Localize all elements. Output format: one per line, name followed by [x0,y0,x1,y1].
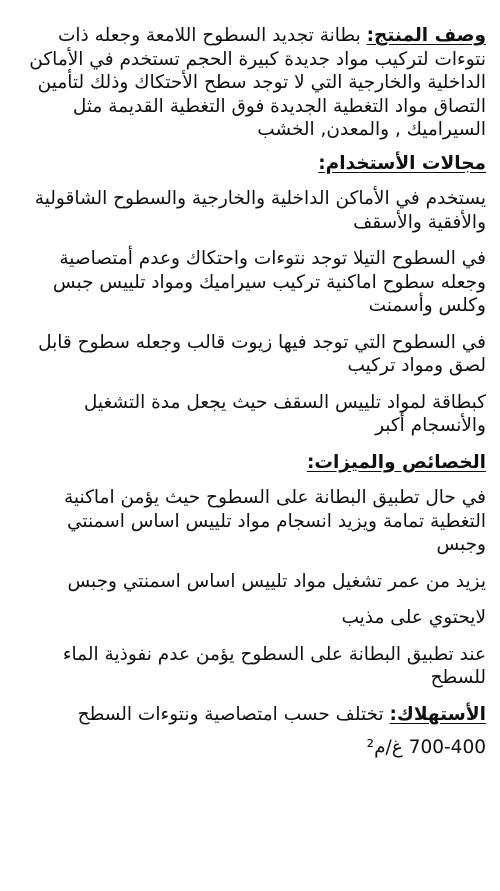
uses-item-1: يستخدم في الأماكن الداخلية والخارجية والسطوح الشاقولية والأفقية والأسقف [34,188,486,233]
features-item-2: يزيد من عمر تشغيل مواد تلييس اساس اسمنتي وجبس [67,570,486,592]
features-item-4: عند تطبيق البطانة على السطوح يؤمن عدم نفوذية الماء للسطح [62,643,486,688]
consumption-text: تختلف حسب امتصاصية ونتوءات السطح [77,703,390,725]
description-label: وصف المنتج: [366,25,486,46]
consumption-label: الأستهلاك: [389,703,486,725]
features-item-1: في حال تطبيق البطانة على السطوح حيث يؤمن اماكنية التغطية تمامة ويزيد انسجام مواد تلييس اساس اسمنتي وجبس [64,487,486,555]
features-heading: الخصائص والميزات: [306,451,486,473]
uses-item-3: في السطوح التي توجد فيها زيوت قالب وجعله سطوح قابل لصق ومواد تركيب [38,331,486,376]
product-description [18,24,486,142]
uses-item-4: كبطاقة لمواد تلييس السقف حيث يجعل مدة التشغيل والأنسجام أكبر [83,391,486,436]
consumption-value: 700-400 غ/م² [366,737,486,758]
consumption [18,703,486,727]
description-text: بطانة تجديد السطوح اللامعة وجعله ذات نتوءات لتركيب مواد جديدة كبيرة الحجم تستخدم في الأماكن الداخلية والخارجية التي لا توجد سطح الأحتكاك وذلك لتأمين التصاق مواد التغطية الجديدة فوق التغطية القديمة مثل السيراميك , والمعدن, الخشب [29,25,486,140]
features-item-3: لايحتوي على مذيب [341,607,486,628]
uses-item-2: في السطوح التيلا توجد نتوءات واحتكاك وعدم أمتصاصية وجعله سطوح اماكنية تركيب سيراميك ومواد تلييس جبس وكلس وأسمنت [52,248,486,316]
uses-heading: مجالات الأستخدام: [318,152,486,174]
